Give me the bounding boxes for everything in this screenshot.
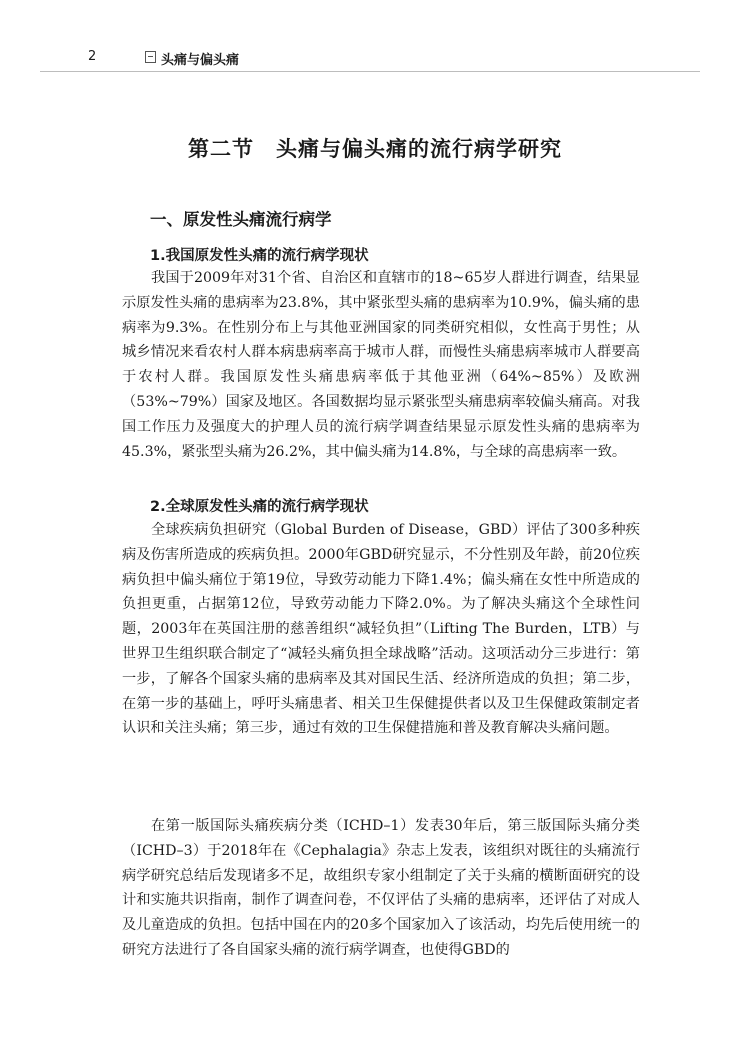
page-number: 2 [88, 49, 97, 64]
topic2-paragraph-2: 在第一版国际头痛疾病分类（ICHD–1）发表30年后，第三版国际头痛分类（ICHD–3）于2018年在《Cephalagia》杂志上发表，该组织对既往的头痛流行病学研究总结后发现诸多不足，故组织专家小组制定了关于头痛的横断面研究的设计和实施共识指南，制作了调查问卷，不仅评估了头痛的患病率，还评估了对成人及儿童造成的负担。包括中国在内的20多个国家加入了该活动，均先后使用统一的研究方法进行了各自国家头痛的流行病学调查，也使得GBD的 [122, 818, 640, 958]
section-title-text: 头痛与偏头痛的流行病学研究 [276, 136, 562, 161]
topic2-heading: 2.全球原发性头痛的流行病学现状 [150, 499, 369, 515]
book-box-icon [145, 51, 156, 63]
running-header [40, 49, 700, 72]
running-book-title: 头痛与偏头痛 [161, 53, 240, 68]
topic1-heading: 1.我国原发性头痛的流行病学现状 [150, 248, 369, 264]
topic2-paragraph-1: 全球疾病负担研究（Global Burden of Disease，GBD）评估了300多种疾病及伤害所造成的疾病负担。2000年GBD研究显示，不分性别及年龄，前20位疾病负担中偏头痛位于第19位，导致劳动能力下降1.4%；偏头痛在女性中所造成的负担更重，占据第12位，导致劳动能力下降2.0%。为了解决头痛这个全球性问题，2003年在英国注册的慈善组织“减轻负担”（Lifting The Burden，LTB）与世界卫生组织联合制定了“减轻头痛负担全球战略”活动。这项活动分三步进行：第一步，了解各个国家头痛的患病率及其对国民生活、经济所造成的负担；第二步，在第一步的基础上，呼吁头痛患者、相关卫生保健提供者以及卫生保健政策制定者认识和关注头痛；第三步，通过有效的卫生保健措施和普及教育解决头痛问题。 [122, 522, 640, 737]
section-title [0, 133, 750, 163]
section-number: 第二节 [188, 136, 254, 161]
subsection-heading: 一、原发性头痛流行病学 [150, 210, 332, 229]
topic1-paragraph: 我国于2009年对31个省、自治区和直辖市的18~65岁人群进行调查，结果显示原发性头痛的患病率为23.8%，其中紧张型头痛的患病率为10.9%，偏头痛的患病率为9.3%。在性别分布上与其他亚洲国家的同类研究相似，女性高于男性；从城乡情况来看农村人群本病患病率高于城市人群，而慢性头痛患病率城市人群要高于农村人群。我国原发性头痛患病率低于其他亚洲（64%~85%）及欧洲（53%~79%）国家及地区。各国数据均显示紧张型头痛患病率较偏头痛高。对我国工作压力及强度大的护理人员的流行病学调查结果显示原发性头痛的患病率为45.3%，紧张型头痛为26.2%，其中偏头痛为14.8%，与全球的高患病率一致。 [122, 270, 640, 460]
